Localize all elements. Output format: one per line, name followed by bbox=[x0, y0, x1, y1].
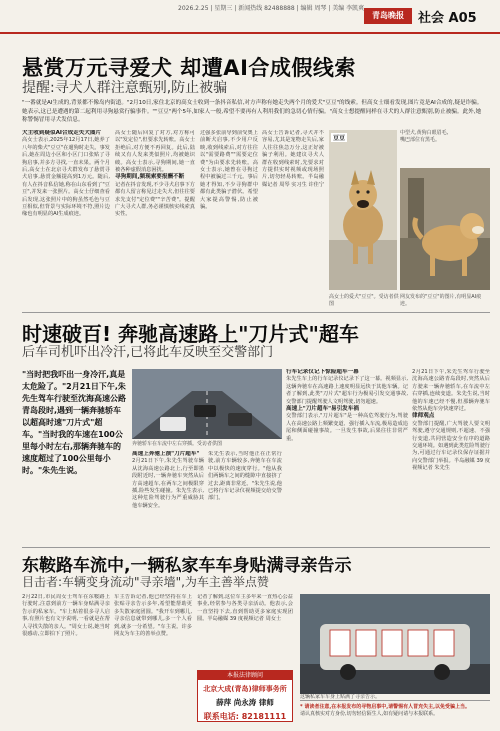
car-notice-caption: 这辆私家车车身上贴满了寻亲告示。 bbox=[300, 694, 381, 700]
story2-column-2 bbox=[208, 451, 282, 546]
dog-photo-2 bbox=[400, 168, 490, 290]
car-photo-caption: 奔驰轿车在车流中左右穿插。受访者供图 bbox=[132, 441, 223, 447]
story2-column-3 bbox=[286, 369, 408, 546]
story2-col3-text: 朱先生车上的行车记录仪记录下了这一幕。视频显示,这辆奔驰车在高速路上速度明显远快于其他车辆。记者了解到,此类"刀片式"超车行为极易引发交通事故,交警部门提醒驾驶人文明驾驶,切勿超速。 bbox=[286, 376, 408, 405]
story3-col2-text: 车主告诉记者,他已经坚持在车上张贴寻亲告示多年,希望能帮助更多失散家庭团圆。"我开车到哪儿,寻亲信息就带到哪儿,多一个人看到,就多一分希望。"车主说。许多网友为车主的善举点赞。 bbox=[114, 594, 192, 638]
ad-top-label: 本报法律顾问 bbox=[198, 671, 292, 680]
dog-description: 中型犬,黄狗白眼眉毛,嘴巴部位有黑毛。 bbox=[400, 130, 449, 143]
story3-column-3 bbox=[197, 594, 293, 666]
story1-col2b-text: 记者在抖音发现,不少寻犬启事下方都有人留言称见过走失犬,但往往要求先支付"定位费""辛苦费"。提醒广大寻犬人群,务必谨慎核实线索真实性。 bbox=[115, 181, 195, 218]
story2-col4-text: 交警部门提醒,广大驾驶人要文明驾驶,遵守交通规则,不超速、不强行变道,共同营造安全有序的道路交通环境。如遇到此类危险驾驶行为,可通过行车记录仪保存证据并向交警部门举报。半岛融媒 39 度视频记者 朱先生 bbox=[412, 420, 490, 472]
story1-column-2 bbox=[115, 130, 195, 308]
story2-headline: 时速破百! 奔驰高速路上"刀片式"超车 bbox=[22, 322, 359, 346]
story3-col1-text: 2月22日,市民周女士驾车在东鞍路上行驶时,注意到前方一辆车身贴满寻亲告示的私家车。"车上贴着很多寻人启事,有照片也有文字说明,一看就是在帮人寻找失散的亲人。"周女士说,她当时很感动,立即拍下了照片。 bbox=[22, 594, 110, 638]
dog-photo-2-image bbox=[400, 168, 490, 290]
story1-col4-text: 高女士告诉记者,寻犬并不容易,尤其是宠物走失后,家人往往焦急万分,这正好被骗子利用。她建议寻犬人群在收到线索时,先要求对方提供实时视频或现场照片,切勿轻易转账。半岛融媒记者 周琴 实习生 许佳宁 bbox=[262, 130, 324, 188]
story1-column-4 bbox=[262, 130, 324, 308]
car-notice-photo-image bbox=[300, 594, 490, 694]
notice-body: 请认真核实对方身份,切勿轻信陌生人,如有疑问请与本报联系。 bbox=[300, 711, 439, 717]
story3-column-2 bbox=[114, 594, 192, 726]
divider-2 bbox=[22, 547, 490, 548]
story2-col4-subhead: 律师观点 bbox=[412, 413, 435, 420]
ad-phone: 联系电话: 82181111 bbox=[203, 712, 287, 721]
story1-headline: 悬赏万元寻爱犬 却遭AI合成假线索 bbox=[22, 56, 356, 80]
story2-col3-subhead: 行车记录仪记下惊险超车一幕 bbox=[286, 369, 359, 375]
story1-col2-subhead: 寻狗期间,频现索要报酬不断 bbox=[115, 174, 185, 181]
car-photo-image bbox=[132, 369, 282, 439]
section-label bbox=[418, 7, 477, 26]
story2-column-1 bbox=[132, 451, 204, 546]
story3-headline: 东鞍路车流中,一辆私家车车身贴满寻亲告示 bbox=[22, 556, 352, 576]
story3-col3-text: 记者了解到,这位车主多年来一直热心公益事业,经常参与各类寻亲活动。他表示,会一直坚持下去,直到帮助更多家庭实现团圆。半岛融媒 39 度视频记者 周女士 bbox=[197, 594, 293, 623]
ad-firm-name: 北京大成(青岛)律师事务所 bbox=[203, 685, 287, 693]
story1-col3-text: 过强多张前导到前受奥上前断犬启事,不少用户反映,收到线索后,对方往往以"需要路费""需要定位费"为由要求先转账。高女士表示,她曾在寻狗过程中被骗过三千元。事后她才得知,不少寻狗群中都有此类骗子潜伏。希望大家提高警惕,防止被骗。 bbox=[200, 130, 258, 211]
story2-col1-subhead: 高速上奔驰上演"刀片超车" bbox=[132, 451, 200, 457]
car-photo bbox=[132, 369, 282, 439]
dog-photo-2-caption: 网友发布的"豆豆"的图片,有明显AI痕迹。 bbox=[400, 294, 482, 307]
section-name: 社会 bbox=[418, 11, 445, 26]
page-number: A05 bbox=[448, 11, 477, 26]
page-header bbox=[0, 0, 500, 34]
story1-lead: "一番就是AI生成的,背景都不像岛内街道。"2月10日,家住北京的高女士收到一条抖音私信,对方声称有她走失两个月的爱犬"豆豆"的线索。但高女士细看发现,图片竟是AI合成的,疑是诈骗。她表示,这已是遭遇的第二起利用寻狗悬赏行骗事件。""豆豆"两个5年,如家人一般,希望不要再有人利用我们的急切心情行骗。"高女士想提醒同样在寻犬的人群注意甄别,防止被骗。此外,她称警惕冒用寻犬发信息。 bbox=[22, 100, 483, 124]
story2-col3b-text: 交警部门表示,"刀片超车"是一种高危驾驶行为,驾驶人在高速公路上频繁变道、强行插入车流,极易造成追尾和侧面碰撞事故。一旦发生事故,后果往往非常严重。 bbox=[286, 413, 408, 442]
dog-name-label: 豆豆 bbox=[333, 135, 346, 142]
dog-photo-1-caption: 高女士的爱犬"豆豆"。受访者供图 bbox=[329, 294, 399, 307]
story1-column-1 bbox=[22, 130, 110, 308]
header-meta: 2026.2.25 | 星期三 | 新闻热线 82488888 | 编辑 周琴 | 美编 李凯爽 bbox=[178, 5, 365, 12]
story2-pull-quote: "当时把我吓出一身冷汗,真是太危险了。"2月21日下午,朱先生驾车行驶至沈海高速公路青岛段时,遇到一辆奔驰轿车以超高时速"刀片式"超车。"当时我的车速在100公里每小时左右,那辆奔驰车的速度超过了100公里每小时。"朱先生说。 bbox=[22, 370, 126, 475]
story1-column-3 bbox=[200, 130, 258, 308]
reader-notice bbox=[300, 700, 490, 726]
notice-title: * 请读者注意,在本报发布的寻物启事中,请警惕有人冒充失主,以免受骗上当。 bbox=[300, 704, 471, 710]
story2-col1b-text: 2月21日下午,朱先生驾驶车辆从沈海高速公路北上,行至即墨段附近时,一辆奔驰车突然从后方高速超车,在两车之间极限穿插,险些发生碰撞。朱先生表示,这种危险驾驶行为严重威胁其他车辆安全。 bbox=[132, 458, 204, 509]
story1-col2-text: 高女士随后回复了对方,对方称可以"发定位",但要求先转账。高女士拒绝后,对方便不再回复。此后,陆续又有人发来类似照片,均被她识破。高女士表示,寻狗期间,她一直被各种虚假消息困扰。 bbox=[115, 130, 195, 174]
ad-lawyers: 薛萍 尚永涛 律师 bbox=[216, 698, 274, 707]
dog-photo-1-image bbox=[329, 130, 397, 290]
story2-column-4 bbox=[412, 369, 490, 546]
story1-col1-subhead: 犬主收到疑似AI合成走失犬图片 bbox=[22, 130, 102, 136]
story1-col1-text: 高女士表示,2025年12月17日,她养了八年的柴犬"豆豆"在遛狗时走失。事发后,她在周边小区和小区门口张贴了寻狗启事,并多方寻找,一直未果。两个月后,高女士在北京寻犬群发布了悬赏寻犬启事,悬赏金额提高到1万元。随后,有人在抖音私信她,称在山东看到了"豆豆",并发来一张照片。高女士仔细查看后发现,这张照片中的狗虽然毛色与豆豆相似,但背景与实际环境不符,照片边缘也有明显的AI生成痕迹。 bbox=[22, 137, 110, 218]
story2-col3-subhead-2: 高速上"刀片超车"易引发车祸 bbox=[286, 406, 359, 413]
story2-col1-text: 2月21日下午,朱先生驾车行驶至沈海高速公路青岛段时,突然从后方驶来一辆奔驰轿车,在车流中左右穿插,连续变道。朱先生说,当时他的车速已经不慢,但那辆奔驰车依然从他车旁快速穿过。 bbox=[412, 369, 490, 413]
story2-subhead: 后车司机吓出冷汗,已将此车反映至交警部门 bbox=[22, 345, 274, 360]
law-firm-ad bbox=[197, 670, 293, 722]
car-notice-photo bbox=[300, 594, 490, 694]
story2-col2-text: 朱先生表示,当时他正在正常行驶,前方车辆较多,奔驰车在车流中以极快的速度穿行。"他从我们两辆车之间的缝隙中直接挤了过去,距离非常近。"朱先生说,他已将行车记录仪视频提交给交警部门。 bbox=[208, 451, 282, 502]
story1-subhead: 提醒:寻犬人群注意甄别,防止被骗 bbox=[22, 80, 228, 96]
story3-column-1 bbox=[22, 594, 110, 726]
story3-subhead: 目击者:车辆变身流动"寻亲墙",为车主善举点赞 bbox=[22, 575, 269, 589]
newspaper-logo: 青岛晚报 bbox=[364, 8, 412, 24]
dog-photo-1 bbox=[329, 130, 397, 290]
divider-1 bbox=[22, 312, 490, 313]
